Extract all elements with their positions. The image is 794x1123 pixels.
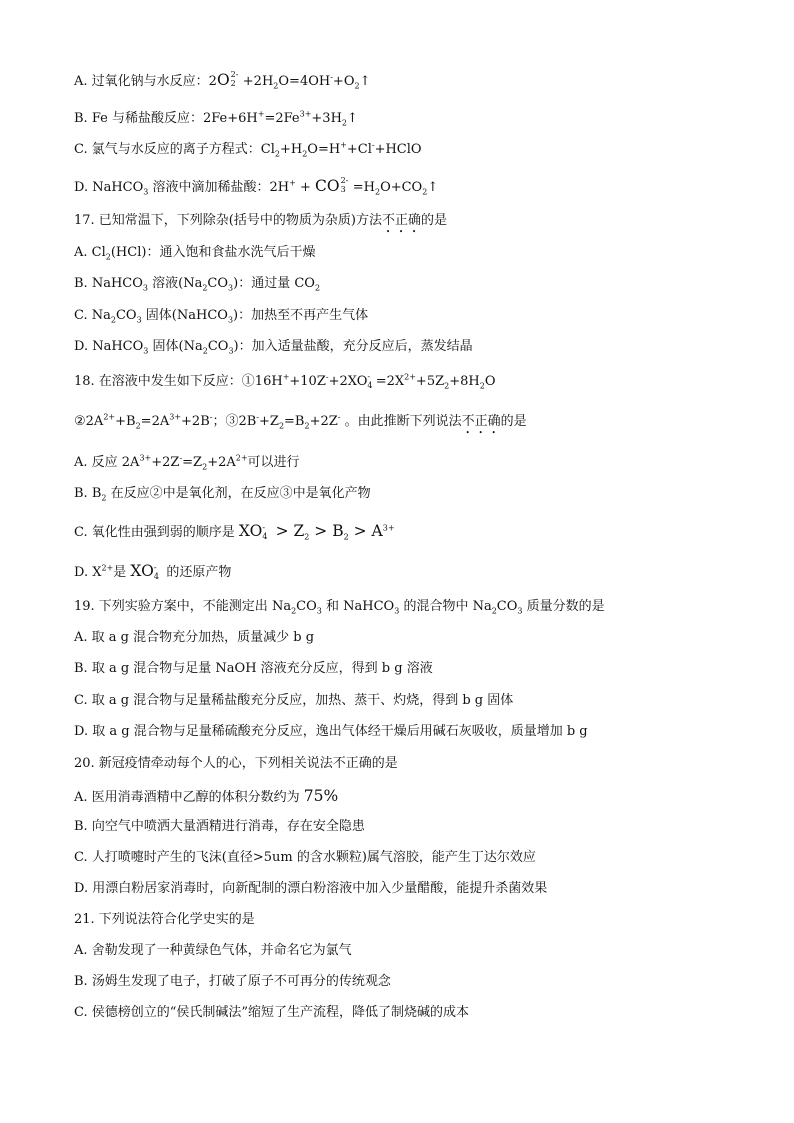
t: +10Z (289, 374, 326, 389)
t: =2A (140, 414, 170, 429)
sub: 2 (444, 381, 450, 391)
q17-stem-end: 的是 (420, 213, 447, 228)
q20-option-b: B. 向空气中喷洒大量酒精进行消毒，存在安全隐患 (74, 819, 365, 834)
q16-a-text: A. 过氧化钠与水反应：2 (74, 74, 217, 89)
q16-a-t1: +2H (238, 74, 274, 89)
t: CO (207, 339, 229, 354)
t: CO (496, 599, 518, 614)
sub: 4 (153, 572, 159, 581)
q16-a-sub: 2 (273, 81, 279, 91)
percentage-value: 75% (303, 787, 339, 805)
t: O (484, 374, 496, 389)
q16-c-sup2: - (371, 140, 375, 150)
q17-option-d (74, 338, 473, 356)
q18-option-d (74, 562, 231, 582)
q17-option-a (74, 244, 315, 262)
sup: - (262, 523, 266, 532)
q16-d-co-sup: 2- (340, 176, 349, 185)
sub: 2 (291, 606, 297, 616)
q16-d-t2: =H (348, 180, 375, 195)
sub: 4 (367, 381, 373, 390)
q19-option-c: C. 取 a g 混合物与足量稀盐酸充分反应，加热、蒸干、灼烧，得到 b g 固体 (74, 693, 514, 708)
q16-a-peroxide (216, 70, 239, 89)
up-arrow-icon: ↑ (427, 180, 439, 195)
t: A. 反应 2A (74, 455, 140, 470)
t: +2B (181, 414, 210, 429)
q16-b-sub: 2 (341, 118, 348, 128)
q17-emphasis: 不正确 (381, 213, 421, 228)
sup: - (256, 412, 259, 422)
sup: - (367, 372, 371, 381)
q20-stem: 20. 新冠疫情牵动每个人的心，下列相关说法不正确的是 (74, 756, 398, 771)
q16-option-c (74, 141, 422, 159)
q16-a-sup: - (330, 72, 333, 82)
q16-a-o-sub: 2 (230, 79, 236, 88)
circled-3: ；③ (212, 414, 239, 429)
q16-b-text: B. Fe 与稀盐酸反应：2Fe+6H (74, 111, 258, 126)
q16-d-sub: 3 (143, 187, 149, 197)
sub: 3 (142, 283, 148, 293)
q16-c-sub: 2 (274, 149, 280, 159)
q16-a-t2: O=4OH (278, 74, 331, 89)
t: > Z (270, 522, 305, 540)
q16-c-sup: + (340, 140, 347, 150)
t: +Z (259, 414, 279, 429)
xo4-ion (154, 564, 162, 582)
q17-stem-text: 17. 已知常温下，下列除杂(括号中的物质为杂质)方法 (74, 213, 382, 228)
t: XO (130, 562, 154, 580)
q20-option-d: D. 用漂白粉居家消毒时，向新配制的漂白粉溶液中加入少量醋酸，能提升杀菌效果 (74, 881, 548, 896)
sub: 2 (105, 252, 111, 262)
t: 19. 下列实验方案中，不能测定出 Na (74, 599, 292, 614)
t: CO (115, 308, 137, 323)
sub: 2 (479, 381, 485, 391)
t: +8H (449, 374, 480, 389)
q16-option-d (74, 177, 438, 197)
q16-a-t3: +O (332, 74, 355, 89)
t: CO (296, 599, 317, 614)
q16-d-plus: + (295, 180, 316, 195)
q16-d-carbonate (315, 176, 349, 195)
q18-stem-line2 (74, 413, 527, 437)
t: CO (207, 276, 229, 291)
sup: 2+ (101, 563, 114, 573)
q16-c-sub2: 2 (302, 149, 308, 159)
sub: 2 (278, 421, 285, 431)
t: A. Cl (74, 245, 106, 260)
sub: 2 (101, 493, 107, 503)
sub: 3 (143, 346, 149, 356)
sub: 3 (228, 346, 234, 356)
q16-d-t1: 溶液中滴加稀盐酸：2H (148, 180, 290, 195)
q16-a-o-sup: 2- (230, 70, 239, 79)
t: D. NaHCO (74, 339, 144, 354)
t: +B (115, 414, 136, 429)
q16-c-t4: +HClO (374, 142, 422, 157)
q16-a-sub2: 2 (354, 81, 360, 91)
sup: - (179, 453, 183, 463)
t: 的是 (500, 414, 527, 429)
q16-c-t1: +H (279, 142, 303, 157)
q18-stem (74, 373, 496, 391)
t: 。由此推断下列说法 (340, 414, 462, 429)
t: )：加入适量盐酸，充分反应后，蒸发结晶 (233, 339, 473, 354)
sup: + (282, 372, 290, 382)
q16-d-co-sub: 3 (340, 185, 346, 194)
t: B. B (74, 486, 102, 501)
t: B. NaHCO (74, 276, 143, 291)
t: +2Z (309, 414, 338, 429)
sup: 3+ (169, 412, 182, 422)
q19-option-b: B. 取 a g 混合物与足量 NaOH 溶液充分反应，得到 b g 溶液 (74, 661, 433, 676)
sub: 2 (343, 532, 349, 542)
sub: 3 (394, 606, 400, 616)
up-arrow-icon: ↑ (347, 111, 358, 126)
q16-b-t1: =2Fe (264, 111, 300, 126)
q18-option-a (74, 454, 300, 472)
q19-stem (74, 598, 605, 616)
sup: 2+ (103, 412, 116, 422)
q17-stem (74, 212, 447, 236)
t: )：通过量 CO (233, 276, 315, 291)
t: (HCl)：通入饱和食盐水洗气后干燥 (110, 245, 316, 260)
q21-option-a: A. 舍勒发现了一种黄绿色气体，并命名它为氯气 (74, 943, 352, 958)
q18-stem-text: 18. 在溶液中发生如下反应：①16H (74, 374, 283, 389)
sup: 3+ (382, 523, 395, 533)
t: 质量分数的是 (522, 599, 605, 614)
q16-option-b (74, 110, 358, 128)
q20-option-a (74, 787, 338, 807)
q19-option-d: D. 取 a g 混合物与足量稀硫酸充分反应，逸出气体经干燥后用碱石灰吸收，质量增加 b g (74, 724, 588, 739)
t: =Z (182, 455, 203, 470)
q16-d-text: D. NaHCO (74, 180, 144, 195)
q18-option-c (74, 522, 395, 542)
sup: - (337, 412, 341, 422)
q16-c-t2: O=H (307, 142, 341, 157)
sub: 3 (228, 283, 234, 293)
t: 是 (113, 565, 131, 580)
sub: 3 (227, 315, 234, 325)
t: =2X (375, 374, 405, 389)
t: > A (348, 522, 383, 540)
q18-option-b (74, 485, 371, 503)
sup: - (153, 563, 157, 572)
sub: 3 (517, 606, 523, 616)
up-arrow-icon: ↑ (359, 74, 371, 89)
q16-d-sub2: 2 (374, 187, 381, 197)
t: 可以进行 (247, 455, 300, 470)
t: C. Na (74, 308, 111, 323)
q16-b-sup: + (257, 109, 265, 119)
q19-option-a: A. 取 a g 混合物充分加热，质量减少 b g (74, 630, 315, 645)
sub: 2 (202, 462, 208, 472)
sub: 2 (202, 283, 208, 293)
t: )：加热至不再产生气体 (233, 308, 369, 323)
sub: 2 (110, 315, 116, 325)
sub: 2 (304, 421, 310, 431)
sup: 3+ (139, 453, 152, 463)
q21-option-c: C. 侯德榜创立的“侯氏制碱法”缩短了生产流程，降低了制烧碱的成本 (74, 1005, 470, 1020)
xo4-ion (262, 524, 270, 542)
sub: 3 (136, 315, 142, 325)
t: 2A (85, 414, 104, 429)
sup: - (325, 372, 329, 382)
t: XO (238, 522, 263, 540)
t: =B (284, 414, 305, 429)
t: 固体(Na (148, 339, 203, 354)
t: C. 氧化性由强到弱的顺序是 (74, 525, 239, 540)
sup: 2+ (235, 453, 248, 463)
t: 的还原产物 (162, 565, 232, 580)
t: 和 NaHCO (321, 599, 395, 614)
q17-option-c (74, 307, 368, 325)
sub: 2 (491, 606, 497, 616)
q21-stem: 21. 下列说法符合化学史实的是 (74, 912, 255, 927)
circled-2: ② (74, 414, 86, 429)
t: > B (309, 522, 344, 540)
q16-d-sup: + (289, 178, 296, 188)
xo4-ion (367, 373, 375, 391)
q21-option-b: B. 汤姆生发现了电子，打破了原子不可再分的传统观念 (74, 974, 391, 989)
t: +2A (207, 455, 236, 470)
sub: 4 (262, 532, 268, 541)
t: +5Z (415, 374, 445, 389)
q16-b-t2: +3H (311, 111, 342, 126)
q16-a-o: O (216, 71, 230, 89)
sup: 2+ (404, 372, 416, 382)
t: 在反应②中是氧化剂，在反应③中是氧化产物 (106, 486, 371, 501)
t: 的混合物中 Na (399, 599, 492, 614)
sub: 2 (135, 421, 141, 431)
t: +2XO (328, 374, 368, 389)
q16-option-a (74, 71, 370, 91)
q18-emphasis: 不正确 (461, 414, 501, 429)
q17-option-b (74, 275, 320, 293)
t: +2Z (151, 455, 180, 470)
q16-d-co: CO (315, 177, 340, 195)
t: 固体(NaHCO (141, 308, 228, 323)
sub: 2 (202, 346, 208, 356)
sub: 3 (316, 606, 322, 616)
q20-option-c: C. 人打喷嚏时产生的飞沫(直径>5um 的含水颗粒)属气溶胶，能产生丁达尔效应 (74, 850, 536, 865)
t: D. X (74, 565, 102, 580)
q16-c-t3: +Cl (346, 142, 372, 157)
sub: 2 (314, 283, 321, 293)
q16-b-sup2: 3+ (299, 109, 312, 119)
q16-d-sub3: 2 (422, 187, 428, 197)
t: 2B (238, 414, 257, 429)
q16-c-text: C. 氯气与水反应的离子方程式：Cl (74, 142, 275, 157)
sub: 2 (304, 532, 310, 542)
q16-d-t3: O+CO (380, 180, 423, 195)
t: A. 医用消毒酒精中乙醇的体积分数约为 (74, 790, 304, 805)
sup: - (209, 412, 213, 422)
t: 溶液(Na (147, 276, 203, 291)
